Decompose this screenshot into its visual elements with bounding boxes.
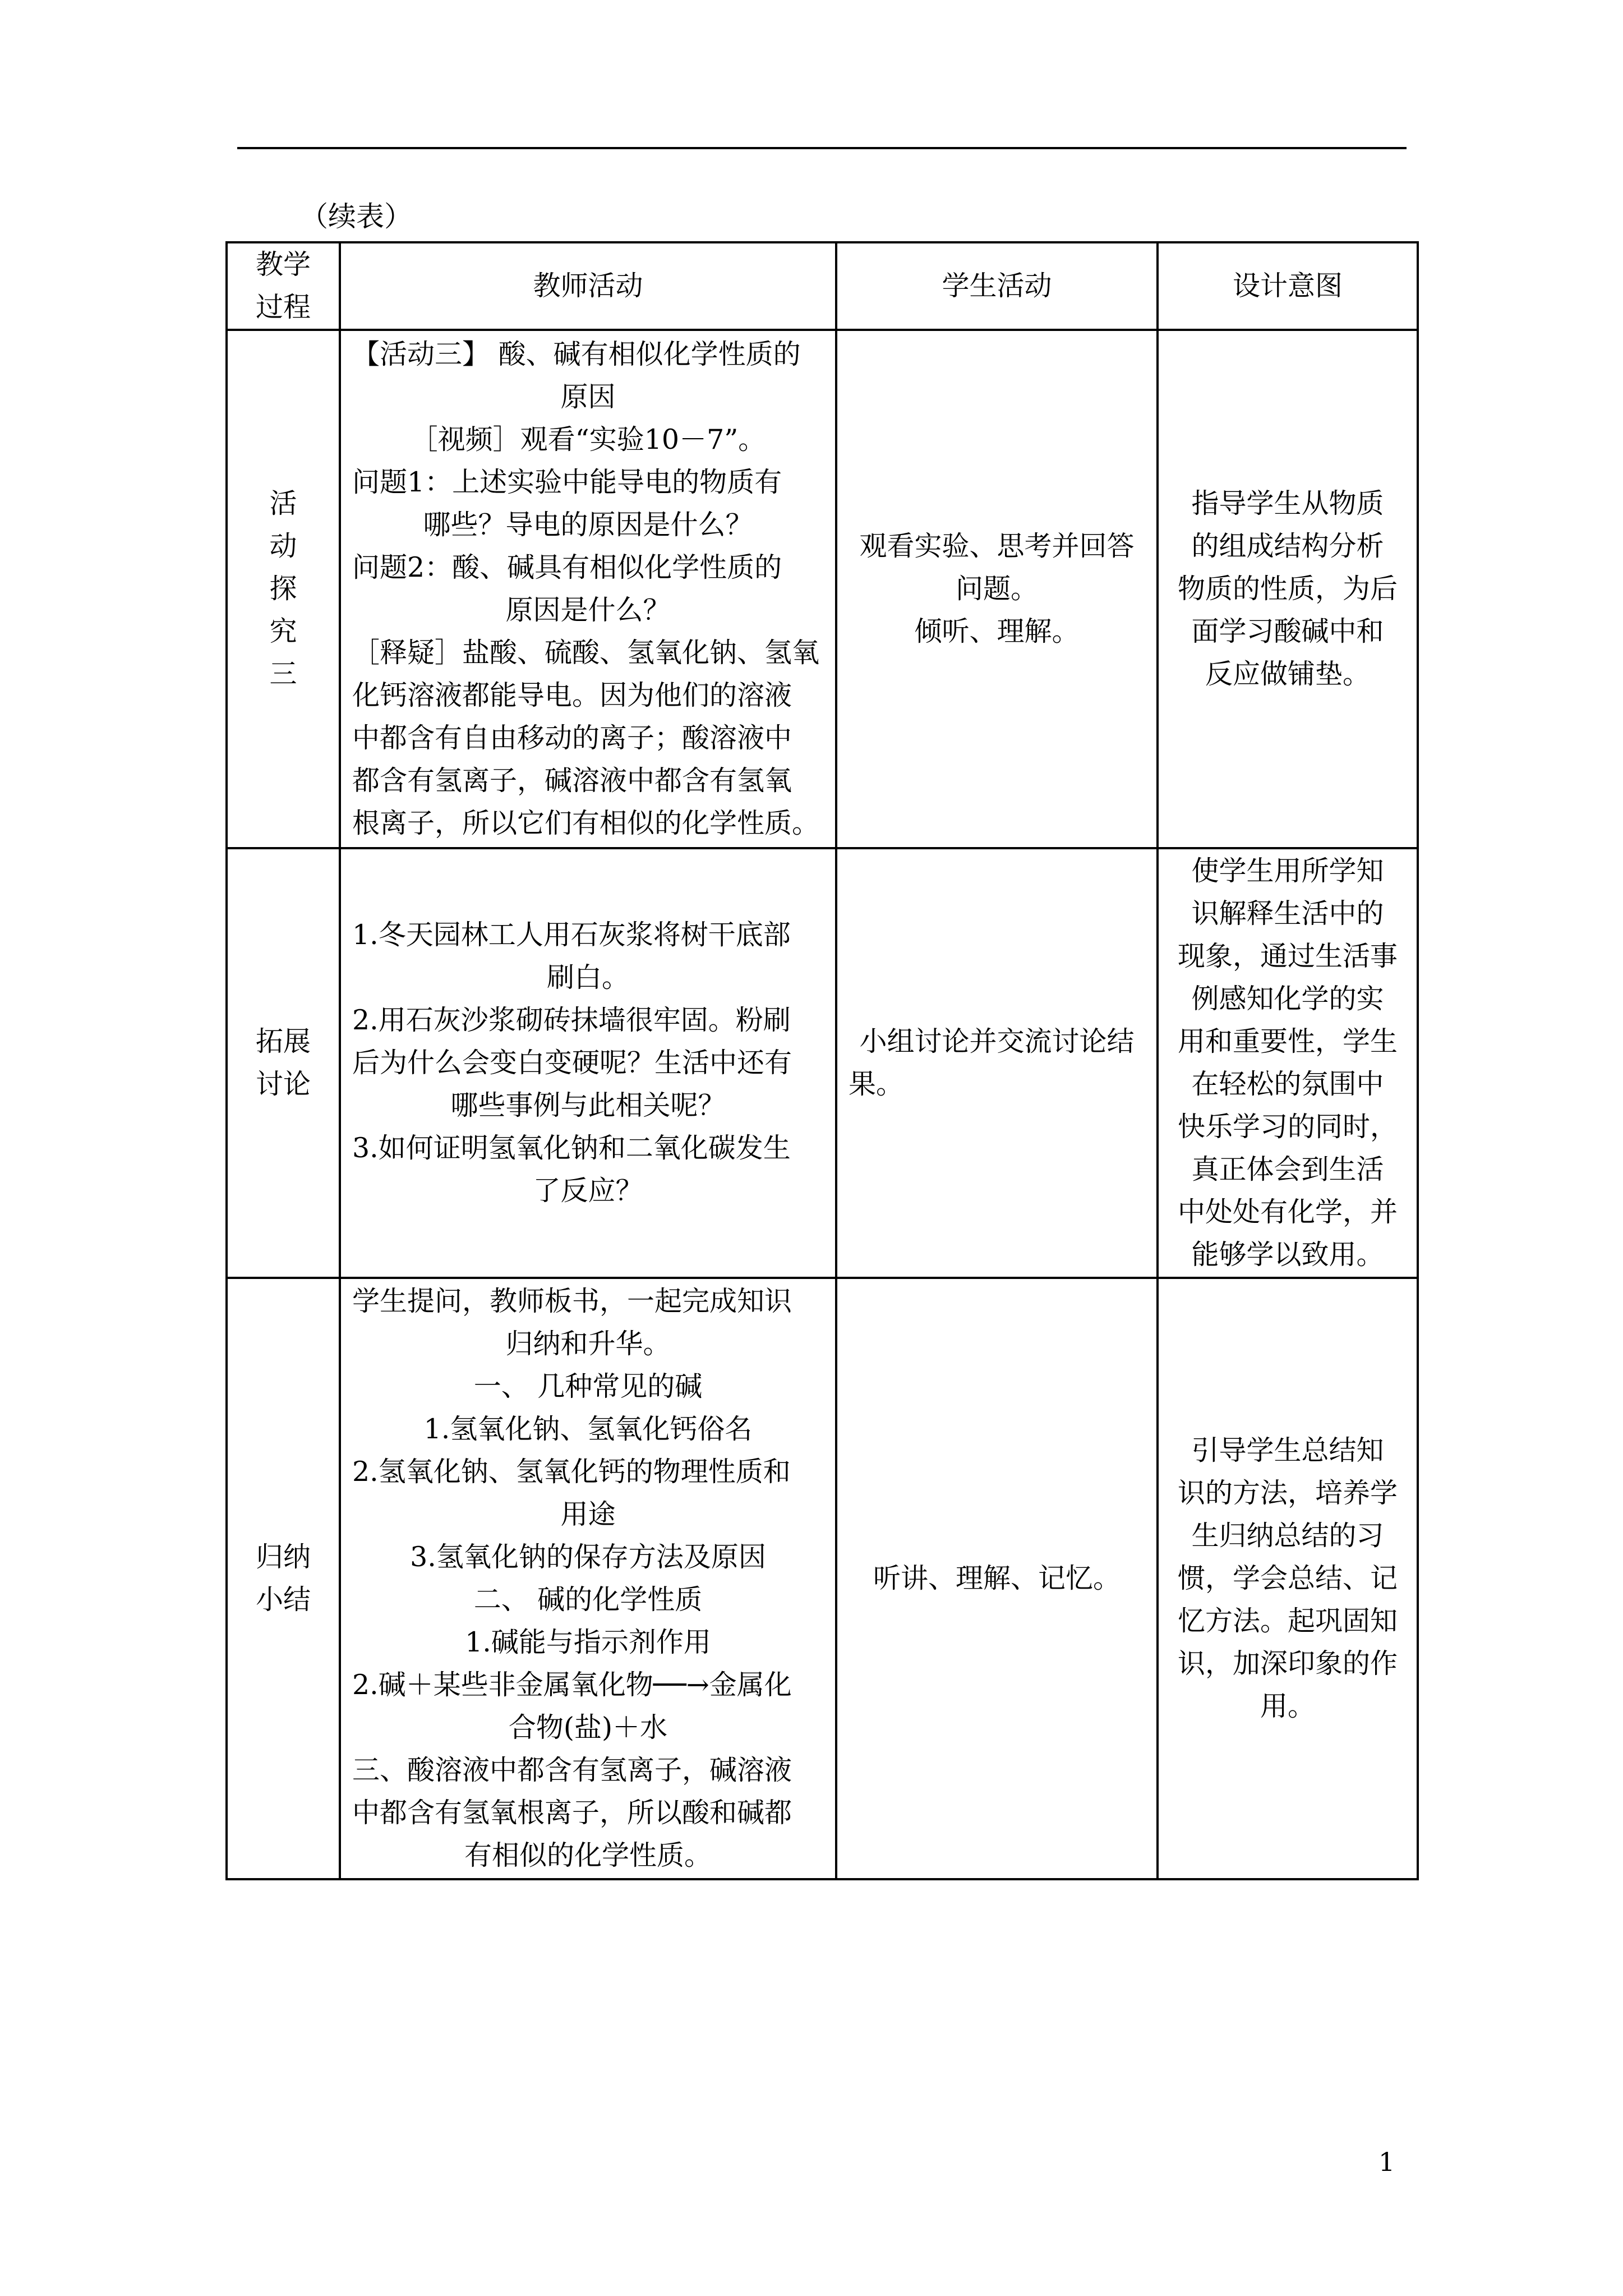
header-student: 学生活动 [836,242,1158,330]
process-cell: 拓展 讨论 [227,848,340,1278]
intent-cell: 引导学生总结知 识的方法，培养学 生归纳总结的习 惯，学会总结、记 忆方法。起巩固知 识，加深印象的作 用。 [1158,1278,1418,1879]
student-cell: 小组讨论并交流讨论结 果。 [836,848,1158,1278]
header-process: 教学 过程 [227,242,340,330]
teacher-cell: 学生提问，教师板书，一起完成知识 归纳和升华。 一、 几种常见的碱 1.氢氧化钠、氢氧化钙俗名 2.氢氧化钠、氢氧化钙的物理性质和 用途 3.氢氧化钠的保存方法及原因 二、 碱的化学性质 1.碱能与指示剂作用 2.碱＋某些非金属氧化物──→金属化 合物(盐)＋水 三、酸溶液中都含有氢离子，碱溶液 中都含有氢氧根离子，所以酸和碱都 有相似的化学性质。 [340,1278,836,1879]
table-row [227,848,1418,1278]
table-caption: （续表） [300,200,412,233]
header-rule [237,147,1407,149]
page-number: 1 [1378,2147,1395,2177]
lesson-plan-table [225,241,1419,1880]
student-cell: 观看实验、思考并回答 问题。 倾听、理解。 [836,330,1158,848]
header-intent: 设计意图 [1158,242,1418,330]
table-row [227,1278,1418,1879]
header-teacher: 教师活动 [340,242,836,330]
student-cell: 听讲、理解、记忆。 [836,1278,1158,1879]
intent-cell: 指导学生从物质 的组成结构分析 物质的性质，为后 面学习酸碱中和 反应做铺垫。 [1158,330,1418,848]
teacher-cell: 1.冬天园林工人用石灰浆将树干底部 刷白。 2.用石灰沙浆砌砖抹墙很牢固。粉刷 后为什么会变白变硬呢？生活中还有 哪些事例与此相关呢？ 3.如何证明氢氧化钠和二氧化碳发生 了反应？ [340,848,836,1278]
process-cell: 归纳 小结 [227,1278,340,1879]
teacher-cell: 【活动三】 酸、碱有相似化学性质的 原因 ［视频］观看“实验10－7”。 问题1：上述实验中能导电的物质有 哪些？导电的原因是什么？ 问题2：酸、碱具有相似化学性质的 原因是什么？ ［释疑］盐酸、硫酸、氢氧化钠、氢氧 化钙溶液都能导电。因为他们的溶液 中都含有自由移动的离子；酸溶液中 都含有氢离子，碱溶液中都含有氢氧 根离子，所以它们有相似的化学性质。 [340,330,836,848]
process-cell: 活 动 探 究 三 [227,330,340,848]
intent-cell: 使学生用所学知 识解释生活中的 现象，通过生活事 例感知化学的实 用和重要性，学生 在轻松的氛围中 快乐学习的同时， 真正体会到生活 中处处有化学，并 能够学以致用。 [1158,848,1418,1278]
table-row [227,330,1418,848]
table-header-row [227,242,1418,330]
